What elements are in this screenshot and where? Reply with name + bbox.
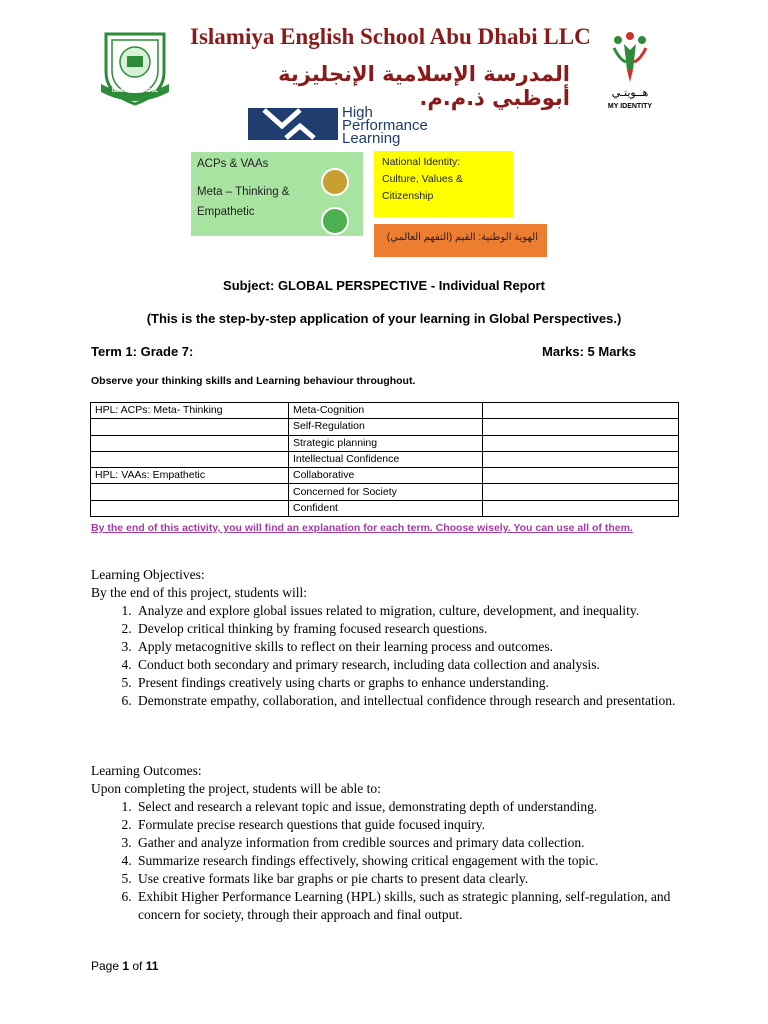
national-identity-line-2: Culture, Values & [382, 173, 463, 185]
acps-vaas-line-2: Meta – Thinking & [197, 186, 290, 198]
hpl-logo-text [342, 106, 428, 145]
list-item: 2. Formulate precise research questions that guide focused inquiry. [135, 816, 681, 834]
list-item: 5. Use creative formats like bar graphs or pie charts to present data clearly. [135, 870, 681, 888]
page-middle: of [129, 959, 146, 973]
national-identity-box [374, 151, 513, 217]
table-cell: HPL: VAAs: Empathetic [91, 468, 289, 484]
my-identity-logo [600, 30, 660, 120]
my-identity-arabic: هــويتـي [611, 87, 649, 99]
school-title: Islamiya English School Abu Dhabi LLC [190, 24, 591, 49]
table-cell: Concerned for Society [289, 484, 483, 500]
table-cell-blank [483, 484, 679, 500]
outcomes-heading: Learning Outcomes: [91, 763, 202, 778]
list-item: 4. Summarize research findings effectively, showing critical engagement with the topic. [135, 852, 681, 870]
outcomes-intro: Upon completing the project, students will be able to: [91, 781, 381, 796]
list-item: 4. Conduct both secondary and primary research, including data collection and analysis. [135, 656, 681, 674]
table-cell-blank [483, 500, 679, 516]
table-cell: Strategic planning [289, 435, 483, 451]
objectives-heading: Learning Objectives: [91, 567, 205, 582]
hpl-logo-line-3: Learning [342, 130, 401, 147]
table-row [91, 435, 679, 451]
national-identity-arabic-box [374, 224, 547, 257]
learning-outcomes [91, 762, 681, 924]
list-item: 5. Present findings creatively using charts or graphs to enhance understanding. [135, 674, 681, 692]
list-item: 1. Select and research a relevant topic and issue, demonstrating depth of understanding. [135, 798, 681, 816]
my-identity-label: MY IDENTITY [607, 103, 653, 110]
list-item: 6. Exhibit Higher Performance Learning (HPL) skills, such as strategic planning, self-regulation, and concern for society, through their approach and final output. [135, 888, 681, 924]
table-cell [91, 484, 289, 500]
national-identity-arabic-text: الهوية الوطنية: القيم (التفهم العالمي) [386, 232, 538, 243]
hpl-skills-table [90, 402, 679, 517]
objectives-list [91, 602, 681, 710]
table-cell: Collaborative [289, 468, 483, 484]
page-prefix: Page [91, 959, 123, 973]
observe-instruction: Observe your thinking skills and Learning behaviour throughout. [91, 375, 416, 387]
table-cell-blank [483, 468, 679, 484]
empathetic-icon [321, 207, 349, 235]
meta-thinking-icon [321, 168, 349, 196]
page-current: 1 [122, 959, 130, 973]
list-item: 3. Gather and analyze information from credible sources and primary data collection. [135, 834, 681, 852]
marks: Marks: 5 Marks [542, 344, 636, 359]
outcomes-list [91, 798, 681, 924]
list-item: 1. Analyze and explore global issues related to migration, culture, development, and inequality. [135, 602, 681, 620]
subject-heading: Subject: GLOBAL PERSPECTIVE - Individual Report [223, 278, 545, 293]
table-row [91, 419, 679, 435]
list-item: 2. Develop critical thinking by framing focused research questions. [135, 620, 681, 638]
hpl-logo-line-1: High [342, 104, 373, 121]
table-cell: Self-Regulation [289, 419, 483, 435]
table-cell-blank [483, 403, 679, 419]
table-row [91, 484, 679, 500]
acps-vaas-line-1: ACPs & VAAs [197, 158, 269, 170]
subtitle: (This is the step-by-step application of your learning in Global Perspectives.) [146, 311, 622, 326]
learning-objectives [91, 566, 681, 710]
table-cell [91, 500, 289, 516]
table-row [91, 451, 679, 467]
table-cell-blank [483, 435, 679, 451]
list-item: 3. Apply metacognitive skills to reflect on their learning process and outcomes. [135, 638, 681, 656]
table-row [91, 468, 679, 484]
school-logo [98, 28, 172, 108]
table-cell [91, 451, 289, 467]
table-cell: Intellectual Confidence [289, 451, 483, 467]
table-cell [91, 435, 289, 451]
term-grade: Term 1: Grade 7: [91, 344, 194, 359]
acps-vaas-line-3: Empathetic [197, 206, 255, 218]
page-total: 11 [145, 959, 159, 973]
national-identity-line-3: Citizenship [382, 190, 434, 202]
table-cell: Meta-Cognition [289, 403, 483, 419]
table-cell [91, 419, 289, 435]
activity-note: By the end of this activity, you will find an explanation for each term. Choose wisely. You can use all of them. [91, 522, 633, 534]
objectives-intro: By the end of this project, students will: [91, 585, 307, 600]
list-item: 6. Demonstrate empathy, collaboration, and intellectual confidence through research and presentation. [135, 692, 681, 710]
table-cell: Confident [289, 500, 483, 516]
table-row [91, 500, 679, 516]
hpl-logo-line-2: Performance [342, 117, 428, 134]
acps-vaas-box [191, 152, 363, 236]
page-number [91, 959, 158, 973]
school-logo-caption: ISLAMIYA SCHOOL [111, 88, 159, 94]
table-cell-blank [483, 419, 679, 435]
table-cell: HPL: ACPs: Meta- Thinking [91, 403, 289, 419]
table-row [91, 403, 679, 419]
school-title-arabic: المدرسة الإسلامية الإنجليزية أبوظبي ذ.م.م. [278, 62, 570, 110]
national-identity-line-1: National Identity: [382, 156, 461, 168]
table-cell-blank [483, 451, 679, 467]
